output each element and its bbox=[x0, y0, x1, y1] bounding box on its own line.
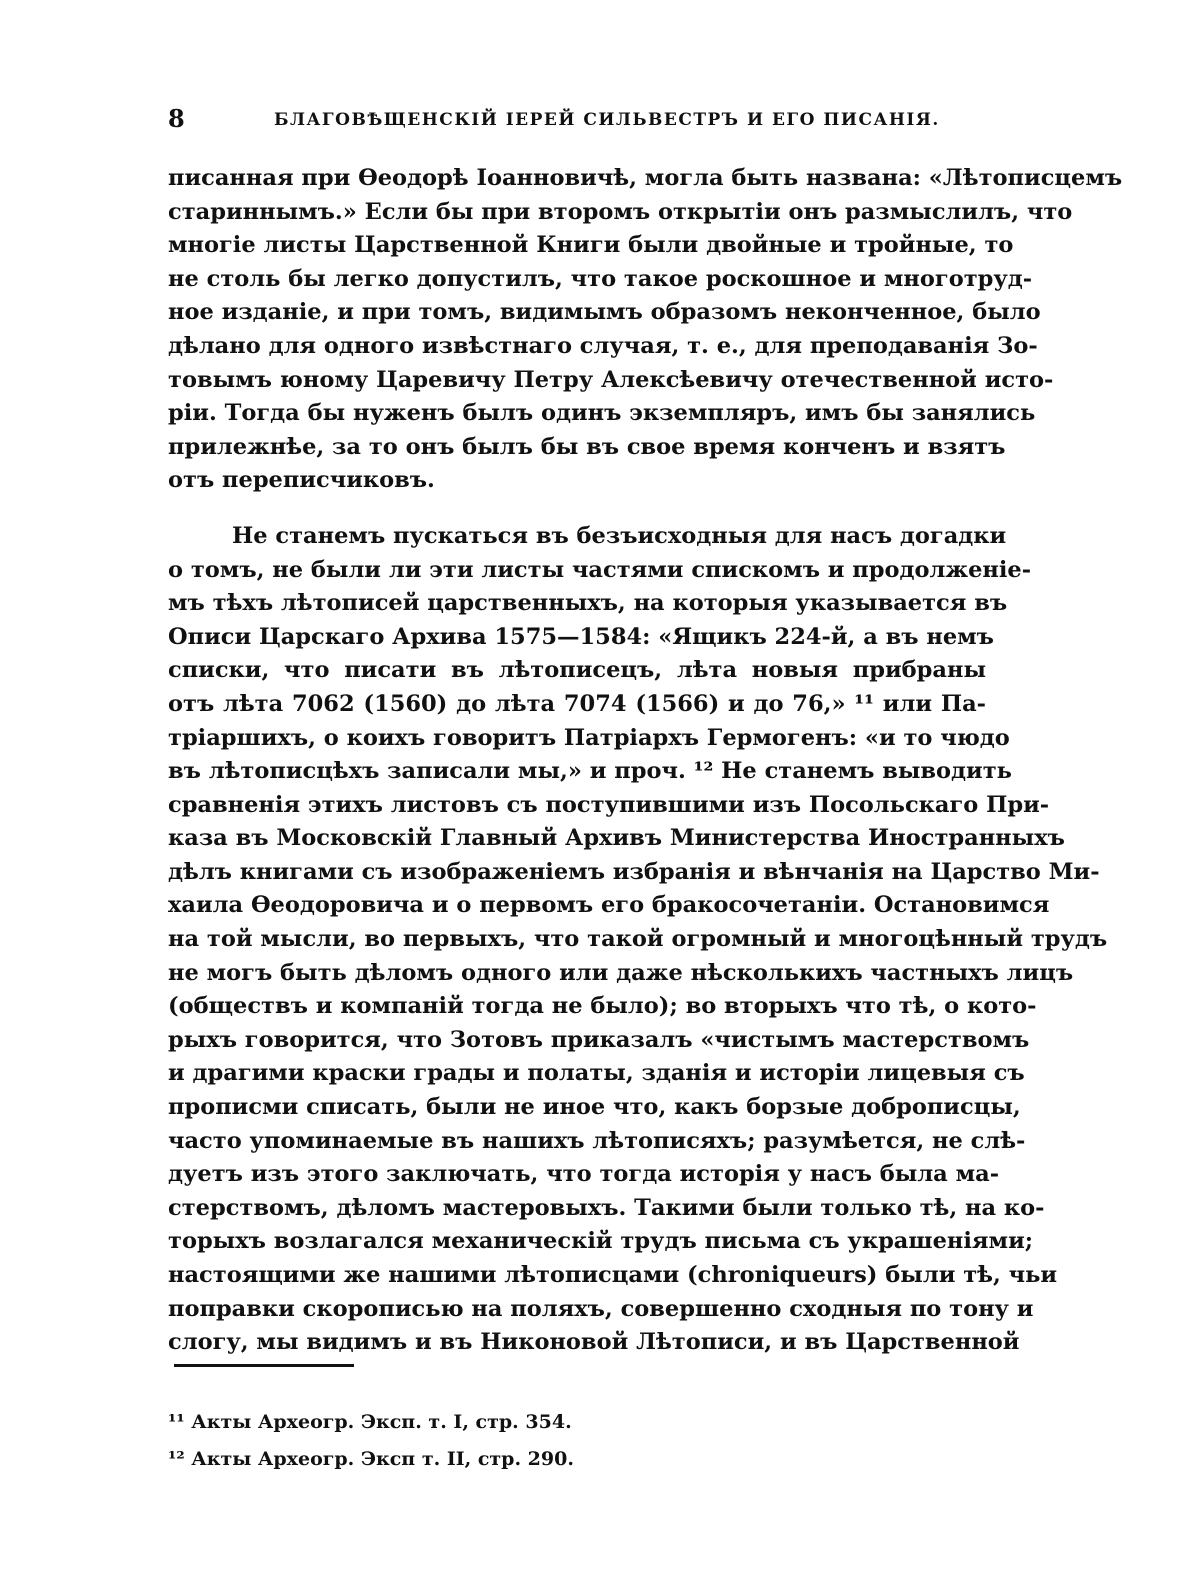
text-line: прописми списать, были не иное что, какъ борзые доброписцы, bbox=[168, 1094, 1021, 1121]
running-title: БЛАГОВѢЩЕНСКІЙ ІЕРЕЙ СИЛЬВЕСТРЪ И ЕГО ПИСАНІЯ. bbox=[274, 110, 940, 130]
text-line: каза въ Московскій Главный Архивъ Министерства Иностранныхъ bbox=[168, 825, 1065, 852]
text-line: списки, что писати въ лѣтописецъ, лѣта новыя прибраны bbox=[168, 657, 986, 684]
main-text bbox=[168, 162, 1123, 1360]
footnote-divider bbox=[174, 1364, 354, 1367]
text-line: Не станемъ пускаться въ безъисходныя для насъ догадки bbox=[232, 522, 1007, 549]
text-line: товымъ юному Царевичу Петру Алексѣевичу отечественной исто- bbox=[168, 366, 1054, 393]
text-line: не могъ быть дѣломъ одного или даже нѣсколькихъ частныхъ лицъ bbox=[168, 959, 1074, 986]
text-line: ріи. Тогда бы нуженъ былъ одинъ экземпляръ, имъ бы занялись bbox=[168, 400, 1036, 427]
page-number: 8 bbox=[168, 104, 185, 133]
text-line: рыхъ говорится, что Зотовъ приказалъ «чистымъ мастерствомъ bbox=[168, 1026, 1030, 1053]
page-header bbox=[168, 104, 940, 136]
text-line: дѣлъ книгами съ изображеніемъ избранія и вѣнчанія на Царство Ми- bbox=[168, 858, 1100, 885]
text-line: слогу, мы видимъ и въ Никоновой Лѣтописи, и въ Царственной bbox=[168, 1329, 1020, 1356]
footnote-11: ¹¹ Акты Археогр. Эксп. т. I, стр. 354. bbox=[168, 1411, 572, 1433]
text-line: стерствомъ, дѣломъ мастеровыхъ. Такими были только тѣ, на ко- bbox=[168, 1194, 1045, 1221]
paragraph-2 bbox=[168, 520, 1108, 1360]
text-line: въ лѣтописцѣхъ записали мы,» и проч. ¹² Не станемъ выводить bbox=[168, 758, 1012, 785]
text-line: хаила Ѳеодоровича и о первомъ его бракосочетаніи. Остановимся bbox=[168, 892, 1050, 919]
paragraph-1 bbox=[168, 162, 1123, 498]
text-line: мъ тѣхъ лѣтописей царственныхъ, на которыя указывается въ bbox=[168, 590, 1008, 617]
text-line: ное изданіе, и при томъ, видимымъ образомъ неконченное, было bbox=[168, 299, 1041, 326]
text-line: поправки скорописью на поляхъ, совершенно сходныя по тону и bbox=[168, 1295, 1034, 1322]
text-line: не столь бы легко допустилъ, что такое роскошное и многотруд- bbox=[168, 265, 1033, 292]
text-line: сравненія этихъ листовъ съ поступившими изъ Посольскаго При- bbox=[168, 791, 1050, 818]
text-line: Описи Царскаго Архива 1575—1584: «Ящикъ 224-й, а въ немъ bbox=[168, 623, 994, 650]
text-line: на той мысли, во первыхъ, что такой огромный и многоцѣнный трудъ bbox=[168, 926, 1108, 953]
text-line: настоящими же нашими лѣтописцами (chroniqueurs) были тѣ, чьи bbox=[168, 1262, 1058, 1288]
text-line: писанная при Ѳеодорѣ Іоанновичѣ, могла быть названа: «Лѣтописцемъ bbox=[168, 165, 1123, 191]
footnotes bbox=[168, 1404, 768, 1478]
text-line: часто упоминаемые въ нашихъ лѣтописяхъ; разумѣется, не слѣ- bbox=[168, 1127, 1026, 1154]
text-line: и драгими краски грады и полаты, зданія и исторіи лицевыя съ bbox=[168, 1060, 1025, 1087]
text-line: отъ лѣта 7062 (1560) до лѣта 7074 (1566) и до 76,» ¹¹ или Па- bbox=[168, 690, 986, 717]
text-line: многіе листы Царственной Книги были двойные и тройные, то bbox=[168, 232, 1014, 259]
text-line: дуетъ изъ этого заключать, что тогда исторія у насъ была ма- bbox=[168, 1161, 1000, 1188]
text-line: стариннымъ.» Если бы при второмъ открытіи онъ размыслилъ, что bbox=[168, 198, 1073, 225]
footnote-12: ¹² Акты Археогр. Эксп т. II, стр. 290. bbox=[168, 1448, 574, 1470]
text-line: отъ переписчиковъ. bbox=[168, 467, 435, 494]
text-line: прилежнѣе, за то онъ былъ бы въ свое время конченъ и взятъ bbox=[168, 433, 1006, 460]
text-line: (обществъ и компаній тогда не было); во вторыхъ что тѣ, о кото- bbox=[168, 993, 1037, 1020]
text-line: торыхъ возлагался механическій трудъ письма съ украшеніями; bbox=[168, 1228, 1034, 1255]
text-line: о томъ, не были ли эти листы частями спискомъ и продолженіе- bbox=[168, 556, 1032, 583]
text-line: дѣлано для одного извѣстнаго случая, т. е., для преподаванія Зо- bbox=[168, 332, 1038, 359]
paragraph-gap bbox=[168, 498, 986, 520]
text-line: тріаршихъ, о коихъ говоритъ Патріархъ Гермогенъ: «и то чюдо bbox=[168, 724, 1010, 751]
